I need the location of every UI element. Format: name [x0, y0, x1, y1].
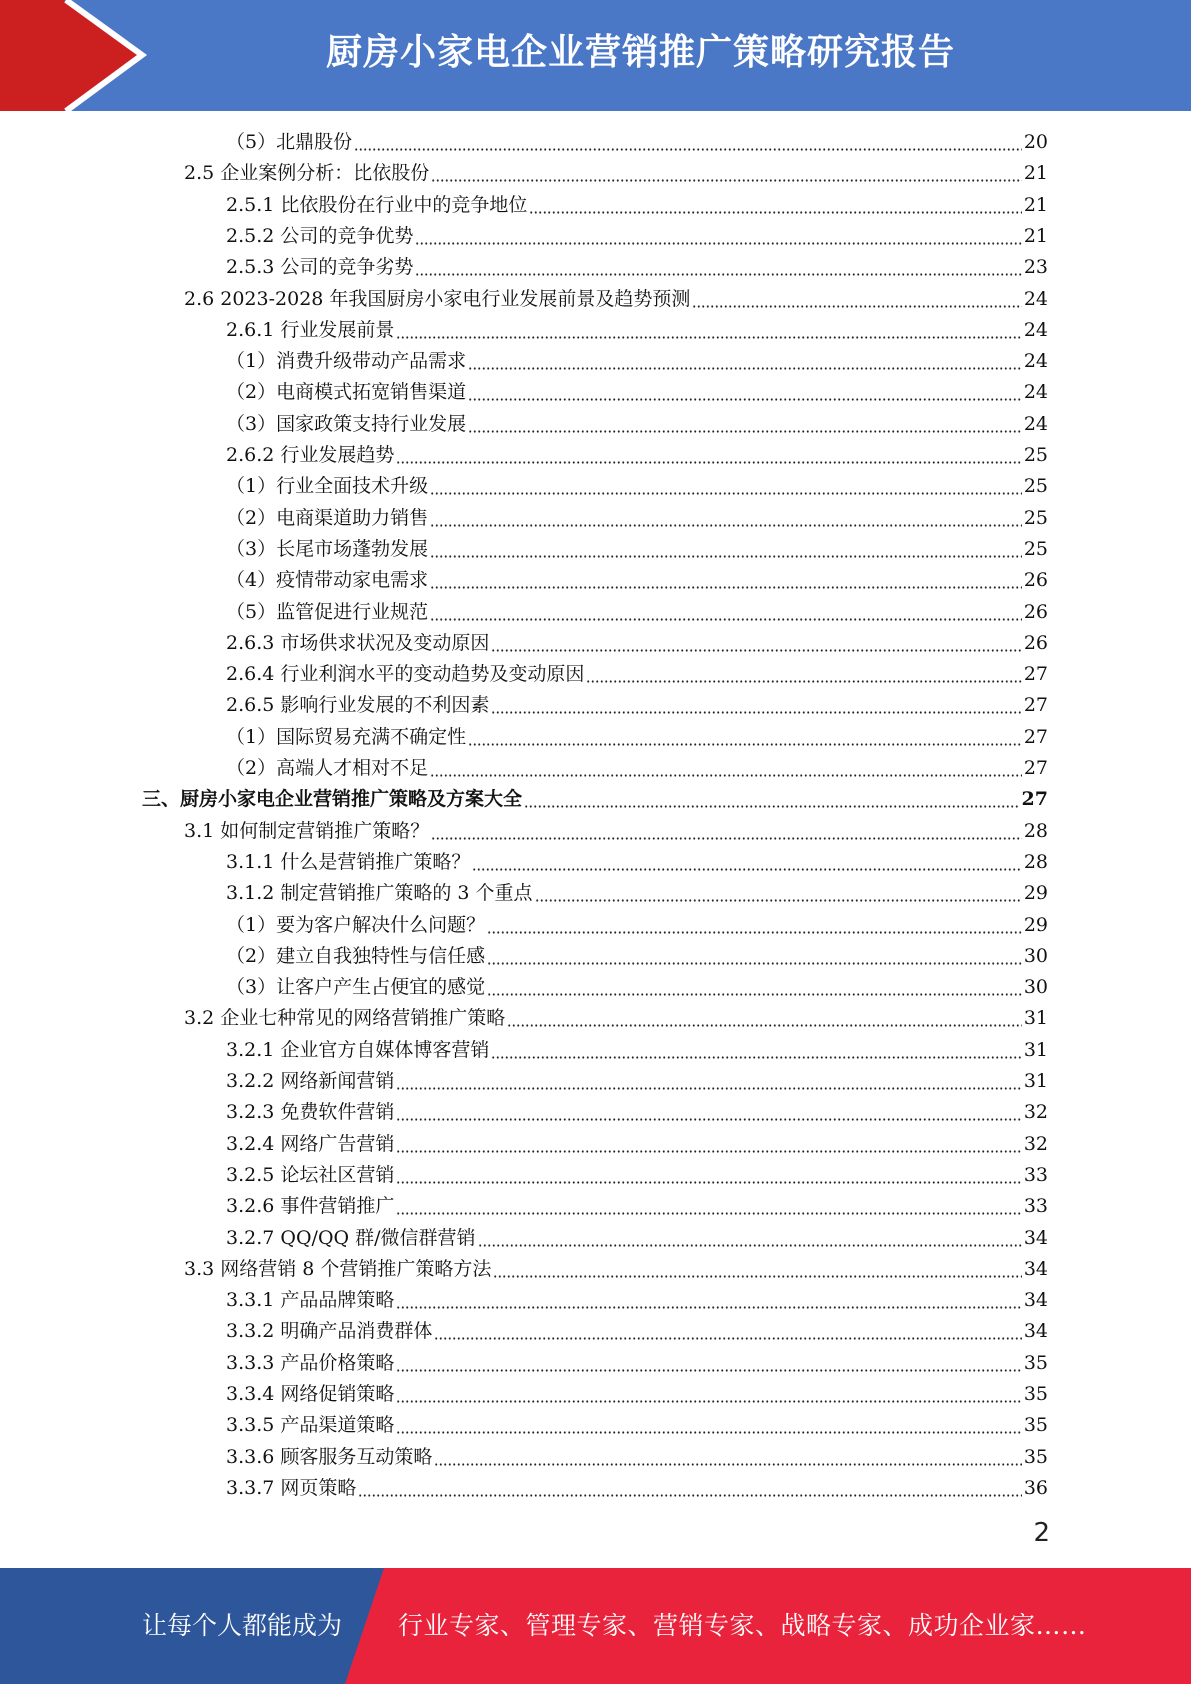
toc-dot-leader	[487, 972, 1022, 1003]
toc-entry-label: 3.2.4 网络广告营销	[226, 1133, 395, 1155]
toc-entry[interactable]	[226, 346, 1048, 377]
toc-entry-label: （2）建立自我独特性与信任感	[226, 945, 486, 967]
toc-entry-page: 26	[1023, 569, 1048, 591]
toc-entry-page: 25	[1023, 475, 1048, 497]
toc-dot-leader	[430, 597, 1022, 628]
footer-slogan-left: 让每个人都能成为	[142, 1611, 343, 1640]
toc-dot-leader	[491, 1035, 1021, 1066]
toc-entry[interactable]	[226, 910, 1048, 941]
toc-dot-leader	[430, 753, 1022, 784]
toc-entry[interactable]	[226, 221, 1048, 252]
toc-dot-leader	[431, 158, 1022, 189]
toc-entry-page: 20	[1023, 131, 1048, 153]
toc-entry-page: 35	[1023, 1414, 1048, 1436]
toc-entry-label: 2.5 企业案例分析：比依股份	[184, 162, 430, 184]
toc-dot-leader	[535, 878, 1022, 909]
toc-dot-leader	[468, 377, 1022, 408]
toc-dot-leader	[396, 1348, 1021, 1379]
toc-entry[interactable]	[226, 659, 1048, 690]
toc-entry[interactable]	[226, 1473, 1048, 1504]
toc-entry[interactable]	[226, 190, 1048, 221]
toc-entry-label: 2.6.2 行业发展趋势	[226, 444, 395, 466]
toc-entry-page: 21	[1023, 162, 1048, 184]
toc-entry-label: （5）监管促进行业规范	[226, 601, 429, 623]
toc-dot-leader	[472, 847, 1021, 878]
toc-entry-label: 2.5.2 公司的竞争优势	[226, 225, 414, 247]
toc-entry-label: 2.5.3 公司的竞争劣势	[226, 256, 414, 278]
toc-entry[interactable]	[226, 690, 1048, 721]
toc-entry-label: 3.2 企业七种常见的网络营销推广策略	[184, 1007, 506, 1029]
toc-dot-leader	[493, 1254, 1021, 1285]
toc-entry-label: 3.2.3 免费软件营销	[226, 1101, 395, 1123]
toc-dot-leader	[396, 1160, 1021, 1191]
footer-slogan-right: 行业专家、管理专家、营销专家、战略专家、成功企业家……	[398, 1611, 1087, 1640]
toc-entry[interactable]	[226, 377, 1048, 408]
toc-entry-label: 2.6 2023-2028 年我国厨房小家电行业发展前景及趋势预测	[184, 288, 691, 310]
toc-dot-leader	[468, 346, 1022, 377]
toc-entry-label: （3）国家政策支持行业发展	[226, 413, 467, 435]
toc-dot-leader	[430, 534, 1022, 565]
toc-dot-leader	[431, 816, 1022, 847]
toc-entry-label: （5）北鼎股份	[226, 131, 353, 153]
toc-entry-label: 3.3.7 网页策略	[226, 1477, 357, 1499]
toc-dot-leader	[430, 471, 1022, 502]
toc-entry-page: 24	[1023, 288, 1048, 310]
toc-entry[interactable]	[184, 284, 1048, 315]
toc-entry-page: 31	[1023, 1007, 1048, 1029]
toc-dot-leader	[529, 190, 1021, 221]
toc-entry-page: 35	[1023, 1352, 1048, 1374]
toc-entry-label: 3.3.2 明确产品消费群体	[226, 1320, 433, 1342]
toc-dot-leader	[524, 784, 1020, 815]
toc-dot-leader	[434, 1442, 1021, 1473]
toc-entry-label: 三、厨房小家电企业营销推广策略及方案大全	[142, 788, 523, 810]
toc-entry-label: （4）疫情带动家电需求	[226, 569, 429, 591]
toc-entry-label: 2.6.3 市场供求状况及变动原因	[226, 632, 490, 654]
toc-dot-leader	[396, 1191, 1021, 1222]
toc-entry-label: 2.5.1 比依股份在行业中的竞争地位	[226, 194, 528, 216]
toc-dot-leader	[468, 409, 1022, 440]
toc-entry[interactable]	[226, 628, 1048, 659]
toc-entry-label: 3.3.4 网络促销策略	[226, 1383, 395, 1405]
toc-entry-page: 32	[1023, 1101, 1048, 1123]
toc-dot-leader	[396, 1379, 1021, 1410]
toc-dot-leader	[415, 221, 1021, 252]
toc-entry-label: （2）高端人才相对不足	[226, 757, 429, 779]
toc-entry-page: 26	[1023, 601, 1048, 623]
toc-dot-leader	[434, 1316, 1021, 1347]
toc-entry-page: 25	[1023, 538, 1048, 560]
toc-entry-page: 24	[1023, 381, 1048, 403]
toc-entry[interactable]	[226, 1066, 1048, 1097]
toc-dot-leader	[468, 722, 1022, 753]
toc-entry-page: 35	[1023, 1446, 1048, 1468]
toc-entry[interactable]	[226, 1223, 1048, 1254]
toc-entry-page: 21	[1023, 225, 1048, 247]
toc-entry-page: 34	[1023, 1289, 1048, 1311]
toc-entry-page: 29	[1023, 914, 1048, 936]
toc-entry[interactable]	[226, 315, 1048, 346]
toc-dot-leader	[396, 440, 1021, 471]
toc-entry-page: 28	[1023, 820, 1048, 842]
toc-entry[interactable]	[226, 1129, 1048, 1160]
toc-entry-label: 3.1 如何制定营销推广策略？	[184, 820, 430, 842]
toc-dot-leader	[396, 315, 1021, 346]
toc-dot-leader	[415, 252, 1021, 283]
toc-dot-leader	[487, 910, 1022, 941]
toc-dot-leader	[396, 1097, 1021, 1128]
toc-entry-page: 35	[1023, 1383, 1048, 1405]
toc-dot-leader	[478, 1223, 1022, 1254]
toc-entry-page: 36	[1023, 1477, 1048, 1499]
toc-entry-page: 27	[1023, 694, 1048, 716]
toc-dot-leader	[507, 1003, 1022, 1034]
toc-entry-page: 27	[1021, 788, 1048, 810]
toc-entry[interactable]	[226, 1316, 1048, 1347]
toc-entry-label: （1）消费升级带动产品需求	[226, 350, 467, 372]
toc-dot-leader	[491, 690, 1021, 721]
toc-entry[interactable]	[226, 127, 1048, 158]
toc-entry-page: 24	[1023, 319, 1048, 341]
toc-entry[interactable]	[184, 1254, 1048, 1285]
toc-entry-page: 31	[1023, 1039, 1048, 1061]
toc-dot-leader	[692, 284, 1021, 315]
toc-entry-page: 21	[1023, 194, 1048, 216]
toc-entry-label: 3.2.1 企业官方自媒体博客营销	[226, 1039, 490, 1061]
toc-entry[interactable]	[184, 158, 1048, 189]
toc-entry-label: 2.6.5 影响行业发展的不利因素	[226, 694, 490, 716]
toc-entry[interactable]	[226, 878, 1048, 909]
toc-entry-label: （2）电商模式拓宽销售渠道	[226, 381, 467, 403]
page-number: 2	[1033, 1518, 1050, 1548]
toc-entry[interactable]	[226, 597, 1048, 628]
toc-entry-page: 29	[1023, 882, 1048, 904]
toc-dot-leader	[396, 1410, 1021, 1441]
toc-entry[interactable]	[226, 1035, 1048, 1066]
toc-entry[interactable]	[226, 722, 1048, 753]
toc-entry-label: （1）要为客户解决什么问题？	[226, 914, 486, 936]
report-title: 厨房小家电企业营销推广策略研究报告	[325, 32, 955, 73]
toc-dot-leader	[487, 941, 1022, 972]
toc-dot-leader	[396, 1285, 1021, 1316]
toc-entry-label: 3.2.7 QQ/QQ 群/微信群营销	[226, 1227, 476, 1249]
toc-entry[interactable]	[226, 1442, 1048, 1473]
toc-entry-label: 3.3.3 产品价格策略	[226, 1352, 395, 1374]
toc-entry-page: 30	[1023, 945, 1048, 967]
toc-entry-label: （3）长尾市场蓬勃发展	[226, 538, 429, 560]
toc-entry[interactable]	[142, 784, 1048, 815]
toc-entry-page: 33	[1023, 1164, 1048, 1186]
toc-entry[interactable]	[226, 252, 1048, 283]
toc-entry-label: 3.2.5 论坛社区营销	[226, 1164, 395, 1186]
toc-dot-leader	[430, 503, 1022, 534]
toc-entry[interactable]	[226, 1097, 1048, 1128]
toc-entry[interactable]	[226, 753, 1048, 784]
page-footer	[0, 1568, 1191, 1684]
toc-entry[interactable]	[184, 816, 1048, 847]
toc-entry-page: 27	[1023, 663, 1048, 685]
toc-entry-label: （3）让客户产生占便宜的感觉	[226, 976, 486, 998]
toc-entry-page: 33	[1023, 1195, 1048, 1217]
toc-entry[interactable]	[226, 1160, 1048, 1191]
toc-entry-page: 27	[1023, 757, 1048, 779]
toc-entry[interactable]	[226, 1348, 1048, 1379]
toc-dot-leader	[491, 628, 1021, 659]
toc-entry-label: 3.3.5 产品渠道策略	[226, 1414, 395, 1436]
toc-dot-leader	[358, 1473, 1021, 1504]
toc-entry-page: 34	[1023, 1320, 1048, 1342]
toc-entry-label: 3.2.6 事件营销推广	[226, 1195, 395, 1217]
toc-entry-label: 3.1.2 制定营销推广策略的 3 个重点	[226, 882, 533, 904]
toc-entry[interactable]	[226, 1410, 1048, 1441]
toc-entry-label: 3.2.2 网络新闻营销	[226, 1070, 395, 1092]
toc-dot-leader	[586, 659, 1021, 690]
toc-entry[interactable]	[226, 565, 1048, 596]
toc-entry-page: 27	[1023, 726, 1048, 748]
toc-dot-leader	[396, 1129, 1021, 1160]
toc-dot-leader	[354, 127, 1022, 158]
toc-entry-page: 30	[1023, 976, 1048, 998]
toc-entry-page: 24	[1023, 350, 1048, 372]
toc-entry[interactable]	[226, 1379, 1048, 1410]
toc-entry[interactable]	[226, 534, 1048, 565]
toc-entry-page: 24	[1023, 413, 1048, 435]
toc-entry[interactable]	[226, 1191, 1048, 1222]
toc-entry-page: 23	[1023, 256, 1048, 278]
toc-entry-label: （2）电商渠道助力销售	[226, 507, 429, 529]
toc-entry[interactable]	[226, 941, 1048, 972]
toc-entry[interactable]	[226, 471, 1048, 502]
toc-entry-page: 34	[1023, 1258, 1048, 1280]
toc-entry[interactable]	[226, 440, 1048, 471]
toc-dot-leader	[396, 1066, 1021, 1097]
toc-entry[interactable]	[226, 1285, 1048, 1316]
toc-entry[interactable]	[226, 409, 1048, 440]
toc-entry[interactable]	[184, 1003, 1048, 1034]
toc-entry-label: （1）国际贸易充满不确定性	[226, 726, 467, 748]
toc-entry-page: 32	[1023, 1133, 1048, 1155]
toc-entry-label: 3.3.1 产品品牌策略	[226, 1289, 395, 1311]
toc-entry-label: 3.3.6 顾客服务互动策略	[226, 1446, 433, 1468]
toc-entry-page: 28	[1023, 851, 1048, 873]
toc-entry-label: 2.6.1 行业发展前景	[226, 319, 395, 341]
page-header	[0, 0, 1191, 111]
toc-entry-label: 3.1.1 什么是营销推广策略？	[226, 851, 471, 873]
toc-entry-page: 34	[1023, 1227, 1048, 1249]
toc-entry-page: 26	[1023, 632, 1048, 654]
toc-entry-label: 3.3 网络营销 8 个营销推广策略方法	[184, 1258, 492, 1280]
toc-entry[interactable]	[226, 503, 1048, 534]
toc-entry-page: 25	[1023, 444, 1048, 466]
toc-entry[interactable]	[226, 972, 1048, 1003]
toc-dot-leader	[430, 565, 1022, 596]
toc-entry-page: 25	[1023, 507, 1048, 529]
toc-entry-label: （1）行业全面技术升级	[226, 475, 429, 497]
toc-entry-label: 2.6.4 行业利润水平的变动趋势及变动原因	[226, 663, 585, 685]
toc-entry[interactable]	[226, 847, 1048, 878]
toc-entry-page: 31	[1023, 1070, 1048, 1092]
